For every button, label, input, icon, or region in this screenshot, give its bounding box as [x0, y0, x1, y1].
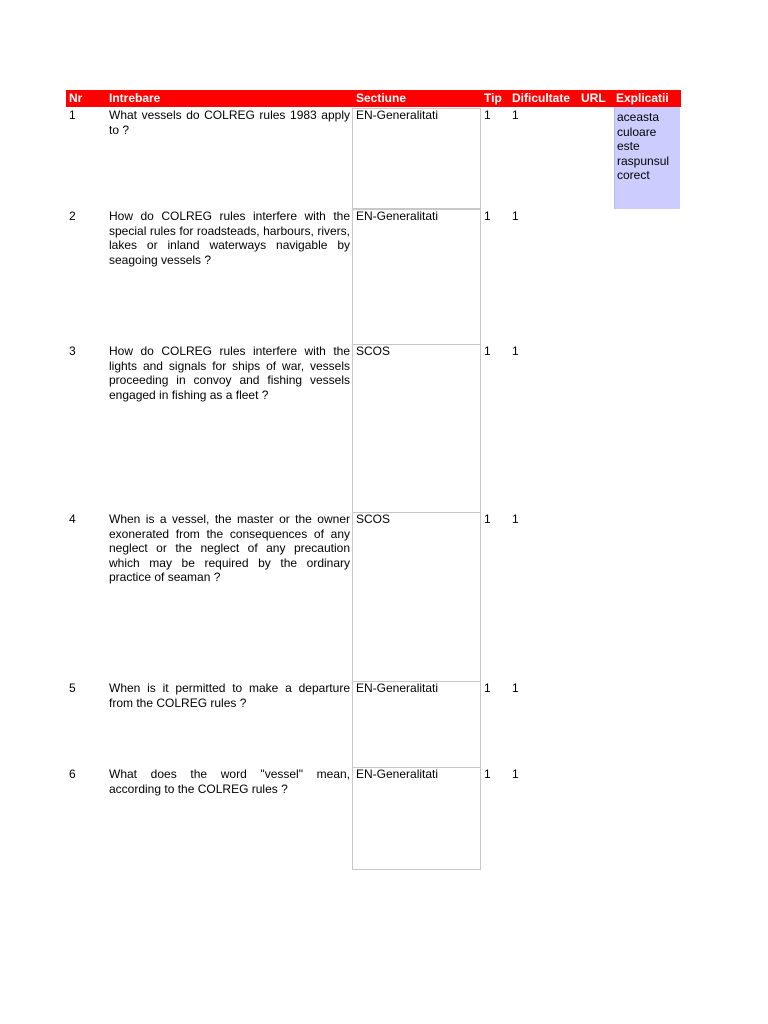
question-text: How do COLREG rules interfere with the lights and signals for ships of war, vessels proceeding in convoy and fishing vessels engaged in fishing as a fleet ? [109, 344, 350, 402]
table-header [66, 90, 681, 107]
question-text: What vessels do COLREG rules 1983 apply to ? [109, 108, 350, 137]
difficulty-value: 1 [512, 108, 519, 122]
section-cell-border [352, 108, 481, 209]
table-row [66, 681, 681, 767]
row-number: 2 [69, 209, 76, 223]
header-dificultate: Dificultate [512, 91, 571, 105]
section-cell-border [352, 209, 481, 345]
difficulty-value: 1 [512, 767, 519, 781]
header-tip: Tip [484, 91, 502, 105]
row-number: 1 [69, 108, 76, 122]
tip-value: 1 [484, 344, 491, 358]
table-row [66, 767, 681, 870]
table-row [66, 512, 681, 681]
table-row [66, 209, 681, 344]
explanation-line: culoare [617, 124, 657, 139]
tip-value: 1 [484, 512, 491, 526]
explanation-cell [614, 107, 680, 209]
explanation-line: este [617, 139, 640, 154]
table-row [66, 108, 681, 209]
header-intrebare: Intrebare [109, 91, 161, 105]
explanation-line: corect [617, 168, 650, 183]
tip-value: 1 [484, 681, 491, 695]
explanation-line: raspunsul [617, 153, 670, 168]
explanation-line: aceasta [617, 110, 660, 124]
question-text: How do COLREG rules interfere with the special rules for roadsteads, harbours, rivers, lakes or inland waterways navigable by seagoing vessels ? [109, 209, 350, 267]
row-number: 3 [69, 344, 76, 358]
section-cell-border [352, 344, 481, 513]
section-text: SCOS [356, 512, 391, 526]
section-cell-border [352, 512, 481, 682]
section-text: EN-Generalitati [356, 108, 439, 122]
header-explicatii: Explicatii [616, 91, 669, 105]
header-nr: Nr [69, 91, 83, 105]
difficulty-value: 1 [512, 209, 519, 223]
section-text: EN-Generalitati [356, 681, 439, 695]
tip-value: 1 [484, 767, 491, 781]
section-text: EN-Generalitati [356, 767, 439, 781]
row-number: 4 [69, 512, 76, 526]
row-number: 5 [69, 681, 76, 695]
row-number: 6 [69, 767, 76, 781]
question-text: When is a vessel, the master or the owner exonerated from the consequences of any neglect or the neglect of any precaution which may be required by the ordinary practice of seaman ? [109, 512, 350, 585]
tip-value: 1 [484, 209, 491, 223]
difficulty-value: 1 [512, 681, 519, 695]
question-text: What does the word "vessel" mean, according to the COLREG rules ? [109, 767, 350, 796]
section-cell-border [352, 767, 481, 870]
header-url: URL [581, 91, 606, 105]
section-text: SCOS [356, 344, 391, 358]
section-text: EN-Generalitati [356, 209, 439, 223]
table-row [66, 344, 681, 512]
difficulty-value: 1 [512, 344, 519, 358]
difficulty-value: 1 [512, 512, 519, 526]
tip-value: 1 [484, 108, 491, 122]
header-sectiune: Sectiune [356, 91, 407, 105]
question-text: When is it permitted to make a departure from the COLREG rules ? [109, 681, 350, 710]
